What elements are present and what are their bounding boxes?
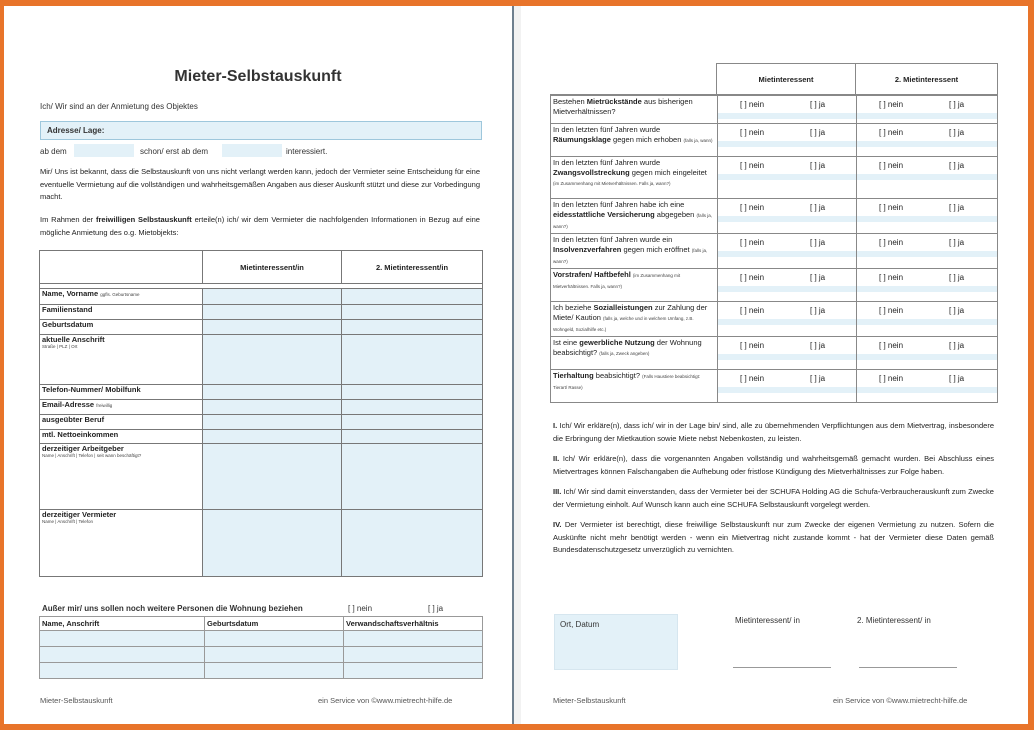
answer-cell-1 bbox=[718, 337, 857, 370]
signature-line-2[interactable] bbox=[859, 667, 957, 668]
row-familienstand: Familienstand bbox=[40, 305, 203, 320]
nein-checkbox[interactable]: [ ] nein bbox=[740, 238, 765, 247]
ja-checkbox[interactable]: [ ] ja bbox=[949, 273, 965, 282]
ja-checkbox[interactable]: [ ] ja bbox=[949, 341, 965, 350]
ja-checkbox[interactable]: [ ] ja bbox=[949, 161, 965, 170]
table-row bbox=[551, 302, 998, 337]
statement-3: III. Ich/ Wir sind damit einverstanden, dass der Vermieter bei der SCHUFA Holding AG die Schufa-Verbraucherauskunft zum Zwecke der Vermietung einholt. Auf Wunsch kann auch eine SCHUFA Selbstauskunft vorgelegt werden. bbox=[553, 487, 994, 509]
empty-header bbox=[40, 251, 203, 284]
answer-cell-1 bbox=[718, 157, 857, 199]
statement-1: I. Ich/ Wir erkläre(n), dass ich/ wir in der Lage bin/ sind, alle zu übernehmenden Verpflichtungen aus dem Mietvertrag, insbesondere die Erbringung der Mietkaution sowie Miete nebst Nebenkosten, zu leisten. bbox=[553, 421, 994, 443]
persons-table bbox=[39, 616, 483, 679]
col-applicant-2: 2. Mietinteressent/in bbox=[342, 251, 483, 284]
nein-checkbox[interactable]: [ ] nein bbox=[879, 203, 904, 212]
answer-cell-1 bbox=[718, 370, 857, 403]
row-vermieter: derzeitiger Vermieter Name | Anschrift | Telefon bbox=[40, 510, 203, 577]
nein-checkbox[interactable]: [ ] nein bbox=[740, 341, 765, 350]
row-geburtsdatum: Geburtsdatum bbox=[40, 320, 203, 335]
cell-einkommen-1[interactable] bbox=[203, 430, 342, 444]
col-name-anschrift: Name, Anschrift bbox=[40, 617, 205, 631]
applicant-table bbox=[39, 250, 483, 577]
cell-beruf-1[interactable] bbox=[203, 415, 342, 430]
col-geburtsdatum: Geburtsdatum bbox=[205, 617, 344, 631]
question-cell: Tierhaltung beabsichtigt? (Falls Haustiere beabsichtigt: Tierart/ Rasse) bbox=[551, 370, 718, 403]
empty-header bbox=[550, 64, 717, 95]
row-anschrift: aktuelle Anschrift Straße | PLZ | Ort bbox=[40, 335, 203, 385]
cell-vermieter-1[interactable] bbox=[203, 510, 342, 577]
address-field[interactable] bbox=[40, 121, 482, 140]
footer-left: Mieter-Selbstauskunft bbox=[553, 696, 626, 705]
page-2 bbox=[521, 6, 1028, 724]
ja-checkbox[interactable]: [ ] ja bbox=[810, 128, 826, 137]
row-arbeitgeber: derzeitiger Arbeitgeber Name | Anschrift | Telefon | seit wann beschäftigt? bbox=[40, 444, 203, 510]
question-cell: Bestehen Mietrückstände aus bisherigen Mietverhältnissen? bbox=[551, 96, 718, 124]
cell-name-1[interactable] bbox=[203, 289, 342, 305]
statement-2: II. Ich/ Wir erkläre(n), dass die vorgenannten Angaben vollständig und wahrheitsgemäß gemacht wurden. Bei Abschluss eines Mietvertrages können Falschangaben die Aufhebung oder fristlose Kündigung des Mietverhältnisses zur Folge haben. bbox=[553, 454, 994, 476]
earliest-date-field[interactable] bbox=[222, 144, 282, 157]
persons-nein[interactable]: [ ] nein bbox=[348, 604, 373, 613]
nein-checkbox[interactable]: [ ] nein bbox=[740, 306, 765, 315]
ab-dem-label: ab dem bbox=[40, 147, 67, 156]
ja-checkbox[interactable]: [ ] ja bbox=[810, 238, 826, 247]
footer-right: ein Service von ©www.mietrecht-hilfe.de bbox=[318, 696, 453, 705]
table-row bbox=[551, 370, 998, 403]
answer-cell-2 bbox=[857, 234, 998, 269]
cell-geburtsdatum-1[interactable] bbox=[203, 320, 342, 335]
nein-checkbox[interactable]: [ ] nein bbox=[740, 374, 765, 383]
statement-4: IV. Der Vermieter ist berechtigt, diese freiwillige Selbstauskunft nur zum Zwecke der eigenen Vermietung zu nutzen. Sofern die Auskünfte nicht mehr benötigt werden - wenn ein Mietvertrag nicht zustande kommt - hat der Vermieter diese Daten gemäß Bundesdatenschutzgesetz unverzüglich zu vernichten. bbox=[553, 520, 994, 554]
nein-checkbox[interactable]: [ ] nein bbox=[879, 273, 904, 282]
table-row bbox=[551, 337, 998, 370]
nein-checkbox[interactable]: [ ] nein bbox=[879, 306, 904, 315]
ja-checkbox[interactable]: [ ] ja bbox=[949, 238, 965, 247]
persons-ja[interactable]: [ ] ja bbox=[428, 604, 444, 613]
table-row[interactable] bbox=[40, 663, 483, 679]
answer-cell-2 bbox=[857, 337, 998, 370]
paragraph-1: Mir/ Uns ist bekannt, dass die Selbstauskunft von uns nicht verlangt werden kann, jedoch der Vermieter seine Entscheidung für eine eventuelle Vermietung auf die vollständigen und wahrheitsgemäßen Angaben aus dieser Auskunft stützt und diese zur Vorbedingung macht. bbox=[40, 167, 480, 201]
ja-checkbox[interactable]: [ ] ja bbox=[810, 203, 826, 212]
nein-checkbox[interactable]: [ ] nein bbox=[740, 100, 765, 109]
paragraph-2: Im Rahmen der freiwilligen Selbstauskunft erteile(n) ich/ wir dem Vermieter die nachfolgenden Informationen in Bezug auf eine mögliche Anmietung des o.g. Mietobjekts: bbox=[40, 215, 480, 237]
cell-familienstand-1[interactable] bbox=[203, 305, 342, 320]
nein-checkbox[interactable]: [ ] nein bbox=[879, 161, 904, 170]
cell-geburtsdatum-2[interactable] bbox=[342, 320, 483, 335]
row-email: Email-Adresse freiwillig bbox=[40, 400, 203, 415]
ort-datum-label: Ort, Datum bbox=[560, 620, 600, 629]
ja-checkbox[interactable]: [ ] ja bbox=[810, 100, 826, 109]
cell-einkommen-2[interactable] bbox=[342, 430, 483, 444]
col-mietinteressent: Mietinteressent bbox=[717, 64, 856, 95]
question-cell: Ist eine gewerbliche Nutzung der Wohnung beabsichtigt? (falls ja, Zweck angeben) bbox=[551, 337, 718, 370]
ja-checkbox[interactable]: [ ] ja bbox=[810, 273, 826, 282]
cell-name-2[interactable] bbox=[342, 289, 483, 305]
ja-checkbox[interactable]: [ ] ja bbox=[810, 341, 826, 350]
ja-checkbox[interactable]: [ ] ja bbox=[949, 203, 965, 212]
table-row[interactable] bbox=[40, 647, 483, 663]
cell-arbeitgeber-1[interactable] bbox=[203, 444, 342, 510]
table-row[interactable] bbox=[40, 631, 483, 647]
answer-cell-2 bbox=[857, 157, 998, 199]
start-date-field[interactable] bbox=[74, 144, 134, 157]
answer-cell-2 bbox=[857, 96, 998, 124]
ja-checkbox[interactable]: [ ] ja bbox=[810, 374, 826, 383]
nein-checkbox[interactable]: [ ] nein bbox=[879, 128, 904, 137]
table-row bbox=[551, 199, 998, 234]
cell-arbeitgeber-2[interactable] bbox=[342, 444, 483, 510]
answer-cell-1 bbox=[718, 199, 857, 234]
question-cell: In den letzten fünf Jahren wurde Zwangsvollstreckung gegen mich eingeleitet (im Zusammenhang mit Mietverhältnissen. Falls ja, wann?) bbox=[551, 157, 718, 199]
cell-vermieter-2[interactable] bbox=[342, 510, 483, 577]
nein-checkbox[interactable]: [ ] nein bbox=[879, 341, 904, 350]
footer-right: ein Service von ©www.mietrecht-hilfe.de bbox=[833, 696, 968, 705]
col-applicant: Mietinteressent/in bbox=[203, 251, 342, 284]
ja-checkbox[interactable]: [ ] ja bbox=[949, 100, 965, 109]
document-title: Mieter-Selbstauskunft bbox=[174, 68, 342, 85]
ja-checkbox[interactable]: [ ] ja bbox=[810, 306, 826, 315]
answer-cell-2 bbox=[857, 124, 998, 157]
question-cell: In den letzten fünf Jahren wurde ein Insolvenzverfahren gegen mich eröffnet (falls ja, wann?) bbox=[551, 234, 718, 269]
table-row bbox=[551, 157, 998, 199]
persons-question: Außer mir/ uns sollen noch weitere Personen die Wohnung beziehen bbox=[42, 604, 303, 613]
questions-table bbox=[550, 63, 998, 95]
cell-telefon-2[interactable] bbox=[342, 385, 483, 400]
page-1 bbox=[4, 6, 512, 724]
cell-email-1[interactable] bbox=[203, 400, 342, 415]
table-row bbox=[551, 234, 998, 269]
table-row bbox=[551, 96, 998, 124]
ort-datum-field[interactable] bbox=[554, 614, 678, 670]
question-cell: In den letzten fünf Jahren habe ich eine eidesstattliche Versicherung abgegeben (falls ja, wann?) bbox=[551, 199, 718, 234]
cell-beruf-2[interactable] bbox=[342, 415, 483, 430]
question-cell: In den letzten fünf Jahren wurde Räumungsklage gegen mich erhoben (falls ja, wann) bbox=[551, 124, 718, 157]
answer-cell-2 bbox=[857, 269, 998, 302]
answer-cell-2 bbox=[857, 302, 998, 337]
col-mietinteressent-2: 2. Mietinteressent bbox=[856, 64, 998, 95]
nein-checkbox[interactable]: [ ] nein bbox=[740, 203, 765, 212]
nein-checkbox[interactable]: [ ] nein bbox=[740, 128, 765, 137]
footer-left: Mieter-Selbstauskunft bbox=[40, 696, 113, 705]
statements bbox=[553, 420, 994, 565]
schon-ab-label: schon/ erst ab dem bbox=[140, 147, 209, 156]
cell-anschrift-1[interactable] bbox=[203, 335, 342, 385]
nein-checkbox[interactable]: [ ] nein bbox=[740, 273, 765, 282]
ja-checkbox[interactable]: [ ] ja bbox=[949, 306, 965, 315]
cell-email-2[interactable] bbox=[342, 400, 483, 415]
cell-telefon-1[interactable] bbox=[203, 385, 342, 400]
row-beruf: ausgeübter Beruf bbox=[40, 415, 203, 430]
signature-line-1[interactable] bbox=[733, 667, 831, 668]
ja-checkbox[interactable]: [ ] ja bbox=[810, 161, 826, 170]
cell-familienstand-2[interactable] bbox=[342, 305, 483, 320]
question-cell: Vorstrafen/ Haftbefehl (im Zusammenhang mit Mietverhältnissen. Falls ja, wann?) bbox=[551, 269, 718, 302]
intro-text: Ich/ Wir sind an der Anmietung des Objektes bbox=[40, 102, 198, 111]
nein-checkbox[interactable]: [ ] nein bbox=[879, 238, 904, 247]
ja-checkbox[interactable]: [ ] ja bbox=[949, 128, 965, 137]
cell-anschrift-2[interactable] bbox=[342, 335, 483, 385]
interessiert-label: interessiert. bbox=[286, 147, 328, 156]
row-name: Name, Vorname ggfls. Geburtsname bbox=[40, 289, 203, 305]
sign2-label: 2. Mietinteressent/ in bbox=[857, 616, 931, 625]
question-cell: Ich beziehe Sozialleistungen zur Zahlung der Miete/ Kaution (falls ja, welche und in welchem Umfang, z.B. Wohngeld, Sozialhilfe etc.) bbox=[551, 302, 718, 337]
table-row bbox=[551, 269, 998, 302]
answer-cell-2 bbox=[857, 199, 998, 234]
ja-checkbox[interactable]: [ ] ja bbox=[949, 374, 965, 383]
nein-checkbox[interactable]: [ ] nein bbox=[879, 100, 904, 109]
row-telefon: Telefon-Nummer/ Mobilfunk bbox=[40, 385, 203, 400]
table-row bbox=[551, 124, 998, 157]
question-rows bbox=[550, 95, 998, 403]
col-verwandschaft: Verwandschaftsverhältnis bbox=[344, 617, 483, 631]
answer-cell-1 bbox=[718, 96, 857, 124]
nein-checkbox[interactable]: [ ] nein bbox=[879, 374, 904, 383]
answer-cell-1 bbox=[718, 269, 857, 302]
answer-cell-2 bbox=[857, 370, 998, 403]
sign1-label: Mietinteressent/ in bbox=[735, 616, 800, 625]
address-label: Adresse/ Lage: bbox=[47, 126, 105, 135]
answer-cell-1 bbox=[718, 124, 857, 157]
row-einkommen: mtl. Nettoeinkommen bbox=[40, 430, 203, 444]
answer-cell-1 bbox=[718, 302, 857, 337]
answer-cell-1 bbox=[718, 234, 857, 269]
nein-checkbox[interactable]: [ ] nein bbox=[740, 161, 765, 170]
